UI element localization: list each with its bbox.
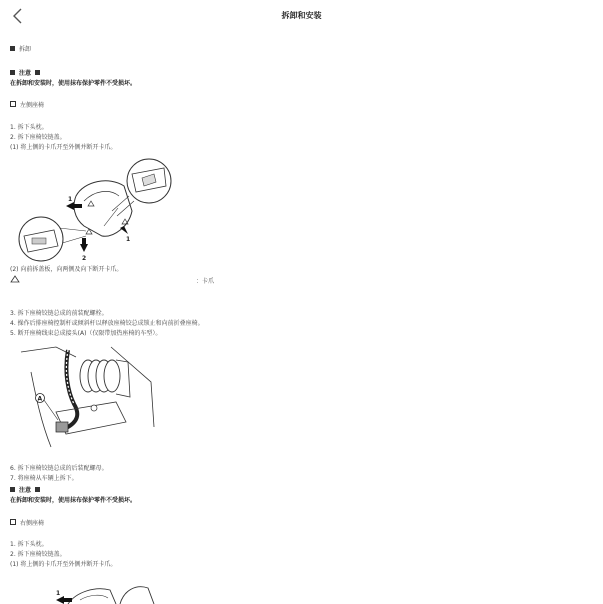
step-line: 1. 拆下头枕。 (10, 124, 48, 131)
hinge-cover-diagram-partial (50, 580, 170, 604)
callout-label: 1 (68, 196, 73, 203)
square-outline-icon (10, 519, 16, 525)
hinge-cover-diagram (14, 156, 174, 266)
step-line: 4. 操作后排座椅控制杆或倾斜杆以释放座椅铰总成锁止和向前折叠座椅。 (10, 320, 204, 327)
square-bullet-icon (35, 487, 40, 492)
caution-text: 在拆卸和安装时，使用抹布保护零件不受损坏。 (10, 80, 137, 87)
callout-label: A (37, 395, 43, 403)
square-bullet-icon (10, 487, 15, 492)
callout-label: 1 (126, 236, 131, 243)
step-line: 3. 拆下座椅铰链总成的前装配螺栓。 (10, 310, 108, 317)
step-line: 6. 拆下座椅铰链总成的后装配螺母。 (10, 465, 108, 472)
section-remove: 拆卸 (10, 46, 31, 54)
step-line: 2. 拆下座椅铰链盖。 (10, 134, 66, 141)
section-right-seat: 右侧座椅 (10, 519, 44, 528)
page-title: 拆卸和安装 (281, 11, 322, 20)
seat-harness-diagram (16, 342, 156, 450)
arrow-icon (66, 202, 74, 210)
step-line: (1) 将上侧的卡爪开至外侧并断开卡爪。 (10, 561, 117, 568)
arrow-icon (56, 596, 64, 604)
callout-label: 2 (82, 255, 87, 262)
square-outline-icon (10, 101, 16, 107)
square-bullet-icon (35, 70, 40, 75)
step-line: 1. 拆下头枕。 (10, 541, 48, 548)
caution-text: 在拆卸和安装时，使用抹布保护零件不受损坏。 (10, 497, 137, 504)
step-line: 2. 拆下座椅铰链盖。 (10, 551, 66, 558)
step-line: 5. 断开座椅线束总成接头(A)（仅限带加热座椅的车型）。 (10, 330, 162, 337)
section-left-seat: 左侧座椅 (10, 101, 44, 110)
caution-heading: 注意 (10, 487, 44, 495)
legend-text: ：卡爪 (196, 278, 215, 285)
step-line: (1) 将上侧的卡爪开至外侧并断开卡爪。 (10, 144, 117, 151)
step-line: 7. 将座椅从车辆上拆下。 (10, 475, 78, 482)
square-bullet-icon (10, 46, 15, 51)
square-bullet-icon (10, 70, 15, 75)
callout-label: 1 (56, 590, 61, 597)
step-line: (2) 向前拆盖板，向两侧及向下断开卡爪。 (10, 266, 123, 273)
triangle-icon (10, 275, 20, 283)
top-bar (0, 0, 603, 32)
arrow-icon (80, 244, 88, 252)
caution-heading: 注意 (10, 70, 44, 78)
